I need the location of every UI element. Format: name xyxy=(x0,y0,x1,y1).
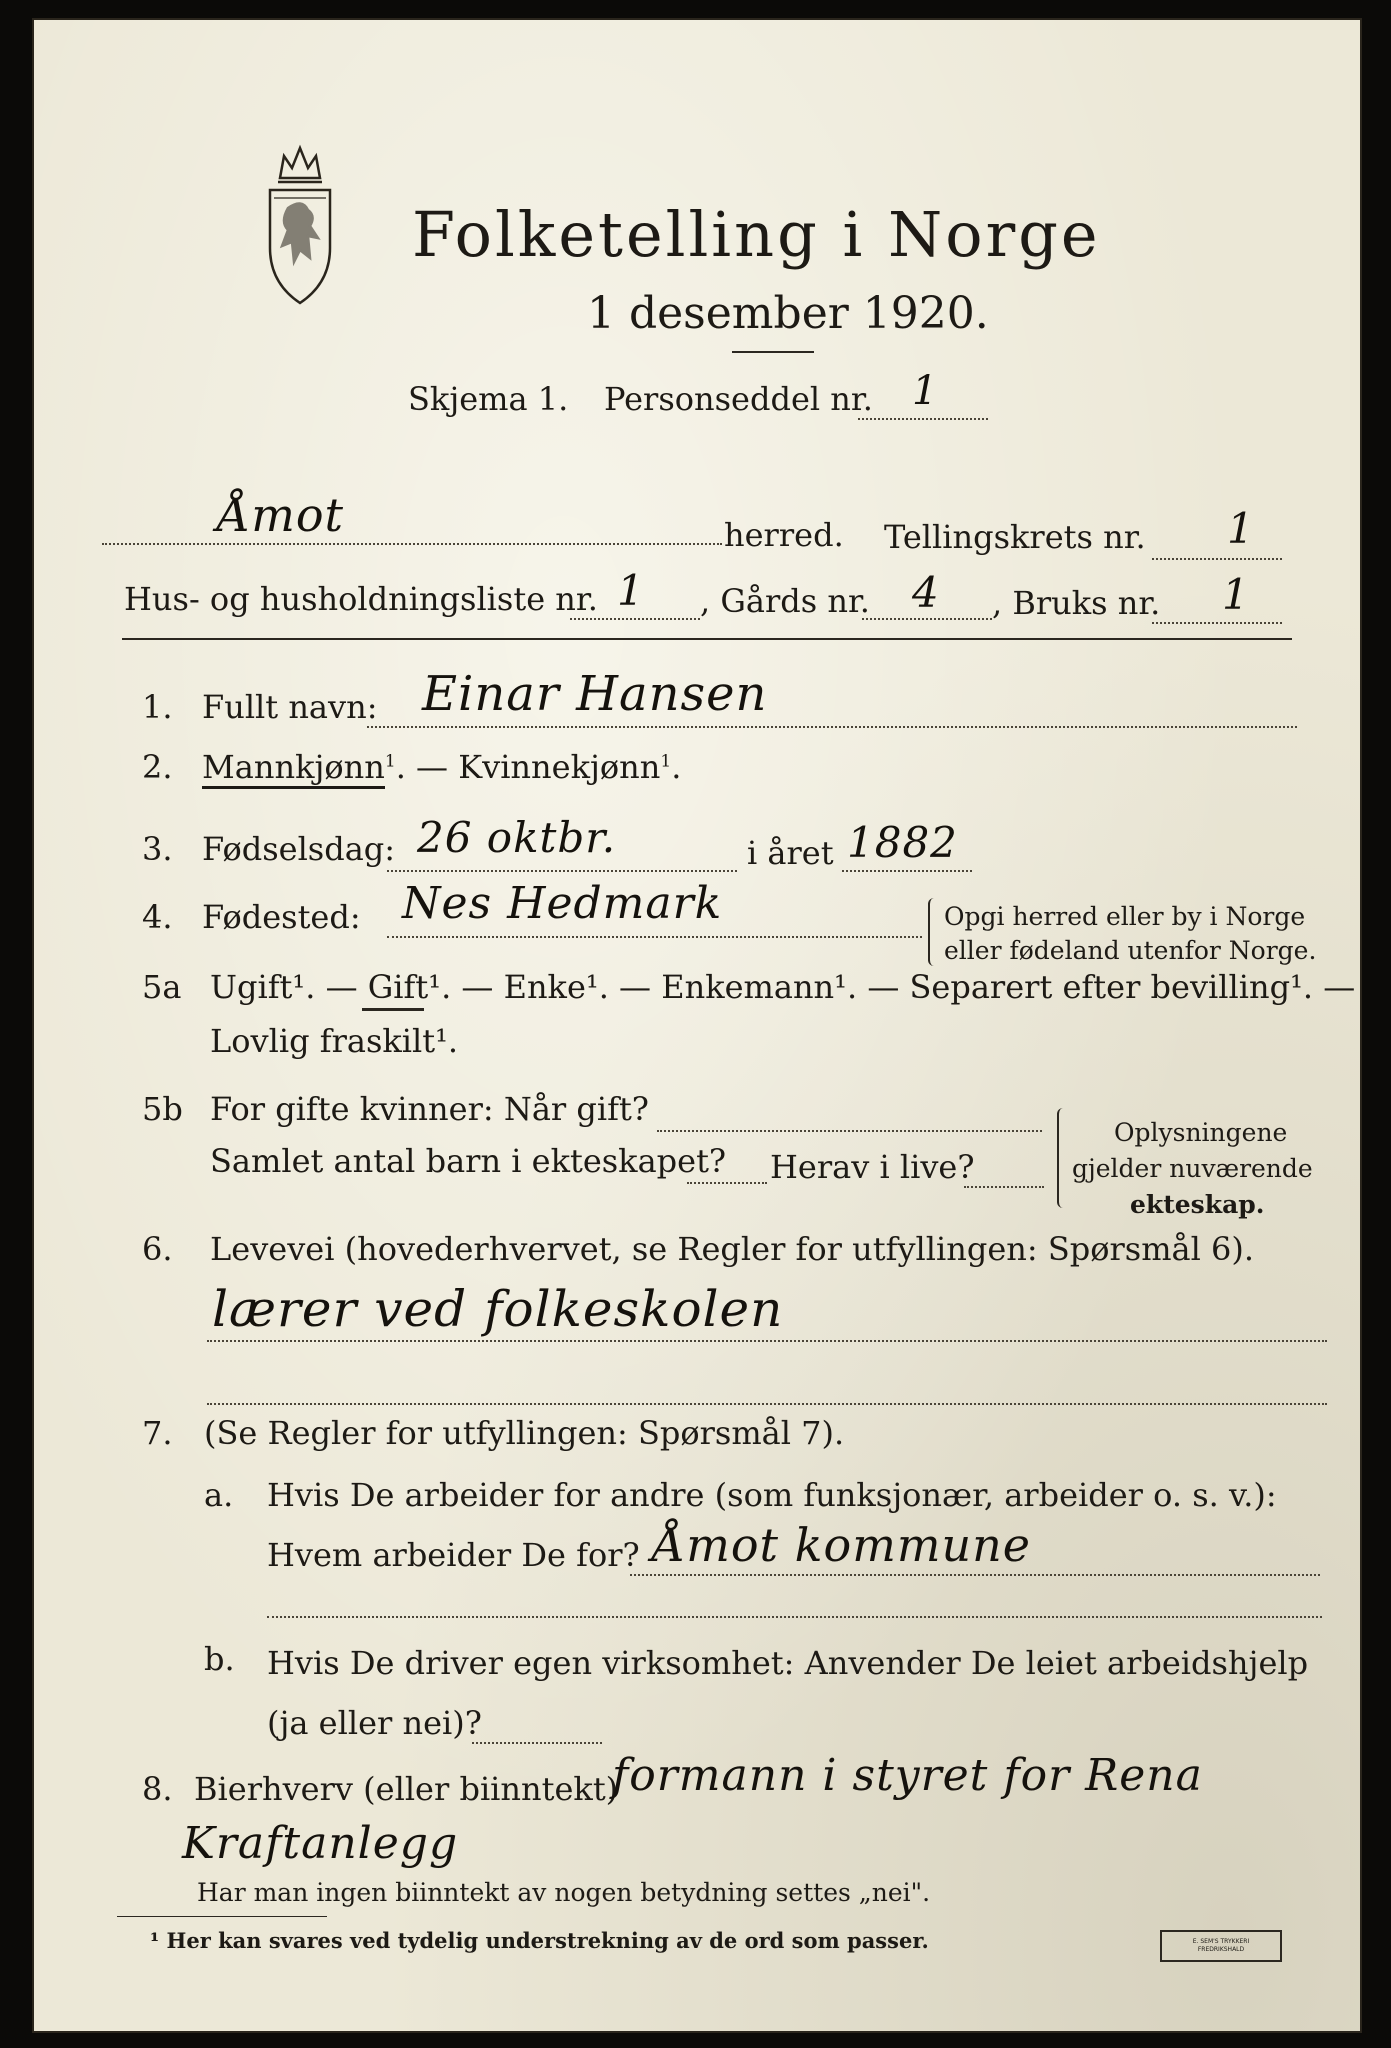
gards-label: , Gårds nr. xyxy=(700,582,870,620)
printer-stamp xyxy=(1160,1930,1282,1962)
gift-underline xyxy=(362,1008,424,1011)
q7b-number: b. xyxy=(204,1640,235,1678)
q2-separator: . — xyxy=(395,748,459,786)
footnote-divider xyxy=(117,1916,327,1917)
male-option[interactable]: Mannkjønn xyxy=(202,748,385,789)
full-name-field[interactable] xyxy=(367,726,1297,728)
q8-label: Bierhverv (eller biinntekt) xyxy=(194,1770,619,1808)
children-count-field[interactable] xyxy=(687,1182,767,1184)
q5b-line1-label: For gifte kvinner: Når gift? xyxy=(210,1090,649,1128)
birthplace-field[interactable] xyxy=(387,936,922,938)
footnote-marker: 1 xyxy=(660,751,672,772)
employer-field-2[interactable] xyxy=(267,1616,1322,1618)
q2-number: 2. xyxy=(142,748,173,786)
q7a-line1: Hvis De arbeider for andre (som funksjonær, arbeider o. s. v.): xyxy=(267,1476,1277,1514)
q7-label: (Se Regler for utfyllingen: Spørsmål 7). xyxy=(204,1414,845,1452)
q5b-note-2: gjelder nuværende xyxy=(1072,1154,1313,1183)
header-divider xyxy=(122,638,1292,640)
gards-value: 4 xyxy=(912,568,940,617)
q5b-note-3: ekteskap. xyxy=(1130,1190,1265,1219)
q5a-number: 5a xyxy=(142,968,182,1006)
brace xyxy=(928,898,940,966)
q5b-number: 5b xyxy=(142,1090,183,1128)
herred-label: herred. xyxy=(724,516,844,554)
brace xyxy=(1057,1108,1069,1208)
q3-label: Fødselsdag: xyxy=(202,830,396,868)
bruks-value: 1 xyxy=(1222,570,1250,619)
footnote-text: ¹ Her kan svares ved tydelig understrekning av de ord som passer. xyxy=(150,1928,929,1953)
q8-number: 8. xyxy=(142,1770,173,1808)
q5b-note-1: Oplysningene xyxy=(1114,1118,1288,1147)
tellingskrets-value: 1 xyxy=(1227,504,1255,553)
tellingskrets-label: Tellingskrets nr. xyxy=(884,518,1146,556)
married-when-field[interactable] xyxy=(657,1130,1042,1132)
birthdate-field[interactable] xyxy=(387,870,737,872)
employer-field[interactable] xyxy=(630,1574,1320,1576)
q2-options xyxy=(202,748,681,786)
personseddel-label: Personseddel nr. xyxy=(604,380,873,418)
children-alive-field[interactable] xyxy=(964,1186,1044,1188)
husliste-label: Hus- og husholdningsliste nr. xyxy=(124,580,598,618)
q7-number: 7. xyxy=(142,1414,173,1452)
form-title: Folketelling i Norge xyxy=(412,198,1101,271)
hired-help-field[interactable] xyxy=(472,1742,602,1744)
q8-note: Har man ingen biinntekt av nogen betydning settes „nei". xyxy=(197,1878,931,1907)
q2-end: . xyxy=(671,748,682,786)
title-divider xyxy=(732,351,814,353)
q7b-line2: (ja eller nei)? xyxy=(267,1704,482,1742)
full-name-value: Einar Hansen xyxy=(422,666,768,722)
census-form xyxy=(32,18,1362,2033)
q5b-line2-label: Samlet antal barn i ekteskapet? xyxy=(210,1142,727,1180)
q4-label: Fødested: xyxy=(202,898,361,936)
bruks-label: , Bruks nr. xyxy=(992,584,1161,622)
q4-number: 4. xyxy=(142,898,173,936)
birthplace-value: Nes Hedmark xyxy=(402,878,723,929)
employer-value: Åmot kommune xyxy=(652,1518,1031,1572)
husliste-field[interactable] xyxy=(570,618,700,620)
q4-note-1: Opgi herred eller by i Norge xyxy=(944,902,1306,931)
tellingskrets-field[interactable] xyxy=(1152,558,1282,560)
q6-label: Levevei (hovederhvervet, se Regler for utfyllingen: Spørsmål 6). xyxy=(210,1230,1255,1268)
footnote-marker: 1 xyxy=(384,751,396,772)
skjema-label: Skjema 1. xyxy=(408,380,569,418)
birth-year-field[interactable] xyxy=(842,870,972,872)
gards-field[interactable] xyxy=(862,618,992,620)
occupation-field-2[interactable] xyxy=(207,1403,1327,1405)
marital-status-options[interactable]: Ugift¹. — Gift¹. — Enke¹. — Enkemann¹. — Separert efter bevilling¹. — xyxy=(210,968,1356,1006)
bruks-field[interactable] xyxy=(1152,622,1282,624)
herred-field[interactable] xyxy=(102,543,722,545)
q6-number: 6. xyxy=(142,1230,173,1268)
side-occupation-value-1: formann i styret for Rena xyxy=(612,1750,1203,1801)
q7a-line2: Hvem arbeider De for? xyxy=(267,1536,640,1574)
herred-value: Åmot xyxy=(217,488,345,542)
side-occupation-value-2: Kraftanlegg xyxy=(182,1818,459,1869)
printer-stamp-text: E. SEM'S TRYKKERI FREDRIKSHALD xyxy=(1192,1938,1250,1953)
q1-label: Fullt navn: xyxy=(202,688,378,726)
q7b-line1: Hvis De driver egen virksomhet: Anvender De leiet arbeidshjelp xyxy=(267,1644,1309,1682)
birth-year-value: 1882 xyxy=(847,818,958,867)
female-option[interactable]: Kvinnekjønn xyxy=(458,748,661,786)
birthdate-value: 26 oktbr. xyxy=(417,813,617,862)
coat-of-arms-icon xyxy=(250,138,350,308)
q3-number: 3. xyxy=(142,830,173,868)
occupation-value: lærer ved folkeskolen xyxy=(212,1280,784,1338)
year-label: i året xyxy=(747,834,834,872)
marital-status-line2: Lovlig fraskilt¹. xyxy=(210,1022,459,1060)
personseddel-value: 1 xyxy=(912,368,939,414)
personseddel-field[interactable] xyxy=(858,418,988,420)
q5b-line2-label-b: Herav i live? xyxy=(770,1148,975,1186)
q1-number: 1. xyxy=(142,688,173,726)
census-date: 1 desember 1920. xyxy=(587,288,989,339)
q7a-number: a. xyxy=(204,1476,234,1514)
occupation-field[interactable] xyxy=(207,1340,1327,1342)
q4-note-2: eller fødeland utenfor Norge. xyxy=(944,936,1317,965)
husliste-value: 1 xyxy=(617,566,645,615)
